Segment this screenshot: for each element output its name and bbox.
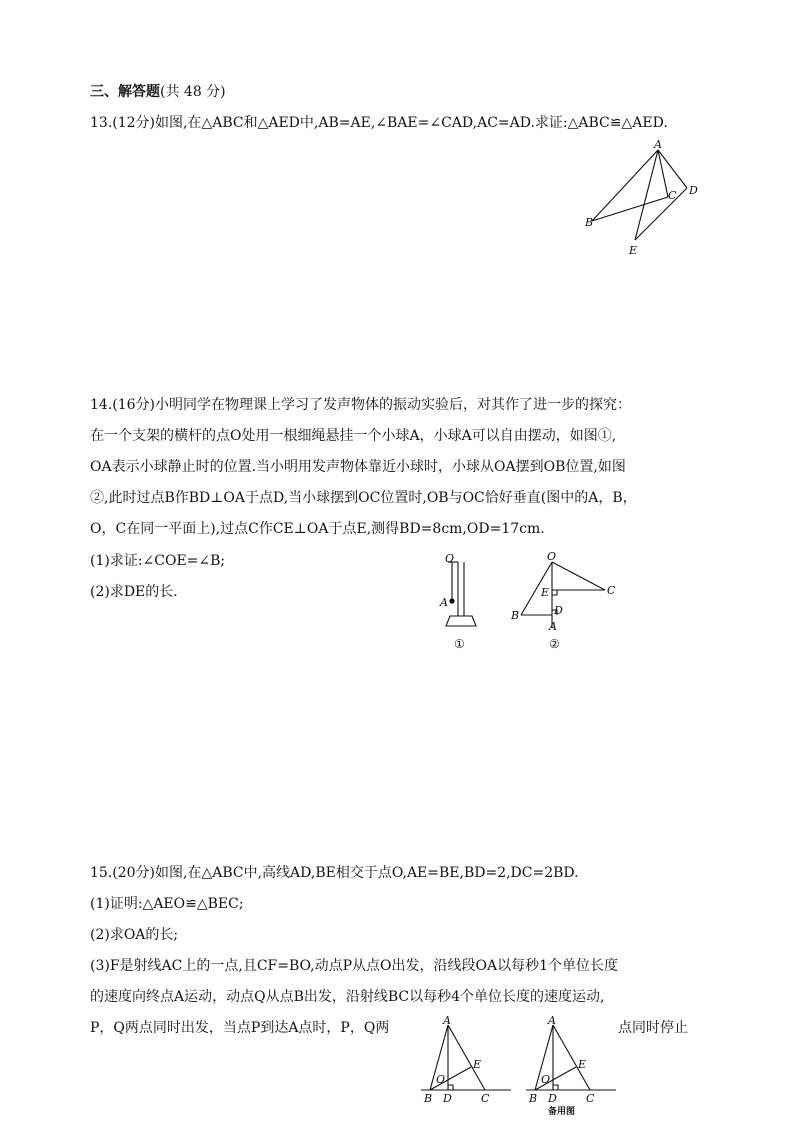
q14-figure-2 bbox=[505, 550, 625, 655]
q15-fig1-label-d: D bbox=[443, 1092, 452, 1105]
q13-label-b: B bbox=[585, 216, 594, 229]
section-score: (共 48 分) bbox=[160, 84, 226, 100]
q15-fig2-label-d: D bbox=[548, 1092, 557, 1105]
q14-line-1: 14.(16分)小明同学在物理课上学习了发声物体的振动实验后，对其作了进一步的探究： bbox=[90, 397, 632, 413]
q15-fig1-label-c: C bbox=[481, 1092, 490, 1105]
q13-label-e: E bbox=[629, 244, 638, 257]
q13-figure bbox=[580, 138, 710, 262]
q14-fig2-label-d: D bbox=[554, 604, 563, 617]
q14-line-3: OA表示小球静止时的位置.当小明用发声物体靠近小球时，小球从OA摆到OB位置,如图 bbox=[90, 459, 626, 475]
q15-fig1-label-b: B bbox=[424, 1092, 433, 1105]
q15-fig2-label-b: B bbox=[529, 1092, 538, 1105]
q14-figure-1 bbox=[432, 550, 492, 655]
q14-fig2-label-c: C bbox=[607, 584, 616, 597]
q13-label-d: D bbox=[689, 184, 698, 197]
q13-label-a: A bbox=[654, 138, 662, 151]
q14-fig1-label-a: A bbox=[440, 596, 448, 609]
q15-sub-3-line-1: (3)F是射线AC上的一点,且CF=BO,动点P从点O出发，沿线段OA以每秒1个单位长度 bbox=[90, 958, 619, 974]
q14-sub-1: (1)求证:∠COE=∠B; bbox=[90, 553, 226, 569]
q14-fig1-label-o: O bbox=[445, 552, 455, 565]
q15-figure-2 bbox=[520, 1015, 620, 1120]
q14-line-4: ②,此时过点B作BD⊥OA于点D,当小球摆到OC位置时,OB与OC恰好垂直(图中的A，B， bbox=[90, 490, 637, 506]
q15-sub-3-line-3-left: P，Q两点同时出发，当点P到达A点时，P，Q两 bbox=[90, 1020, 390, 1036]
q15-fig2-caption: 备用图 bbox=[548, 1107, 576, 1117]
q14-sub-2: (2)求DE的长. bbox=[90, 584, 178, 600]
q14-fig2-caption: ② bbox=[549, 637, 560, 651]
q14-fig2-label-e: E bbox=[541, 586, 550, 599]
q15-line-1: 15.(20分)如图,在△ABC中,高线AD,BE相交于点O,AE=BE,BD=2,DC=2BD. bbox=[90, 865, 579, 881]
q13-label-c: C bbox=[668, 189, 677, 202]
q15-fig2-label-e: E bbox=[578, 1058, 587, 1071]
q15-fig2-label-a: A bbox=[548, 1014, 556, 1027]
q15-figure-1 bbox=[415, 1015, 515, 1115]
q15-fig1-label-o: O bbox=[436, 1073, 446, 1086]
q14-fig2-label-a: A bbox=[549, 620, 557, 633]
section-heading bbox=[90, 82, 226, 102]
q15-sub-1: (1)证明:△AEO≌△BEC; bbox=[90, 896, 244, 912]
q14-fig1-caption: ① bbox=[454, 637, 465, 651]
q15-fig2-label-o: O bbox=[541, 1073, 551, 1086]
section-title: 三、解答题 bbox=[90, 84, 160, 100]
q14-line-2: 在一个支架的横杆的点O处用一根细绳悬挂一个小球A，小球A可以自由摆动，如图①, bbox=[90, 428, 617, 444]
q15-fig1-label-e: E bbox=[473, 1058, 482, 1071]
q13-text: 13.(12分)如图,在△ABC和△AED中,AB=AE,∠BAE=∠CAD,AC=AD.求证:△ABC≌△AED. bbox=[90, 115, 668, 131]
q15-fig1-label-a: A bbox=[443, 1014, 451, 1027]
q15-sub-3-line-3-right: 点同时停止 bbox=[618, 1020, 688, 1036]
q15-sub-3-line-2: 的速度向终点A运动，动点Q从点B出发，沿射线BC以每秒4个单位长度的速度运动, bbox=[90, 989, 605, 1005]
q15-fig2-label-c: C bbox=[586, 1092, 595, 1105]
q14-line-5: O，C在同一平面上),过点C作CE⊥OA于点E,测得BD=8cm,OD=17cm. bbox=[90, 521, 545, 537]
q14-fig2-label-b: B bbox=[511, 609, 520, 622]
q15-sub-2: (2)求OA的长; bbox=[90, 927, 179, 943]
q14-fig2-label-o: O bbox=[547, 550, 557, 563]
